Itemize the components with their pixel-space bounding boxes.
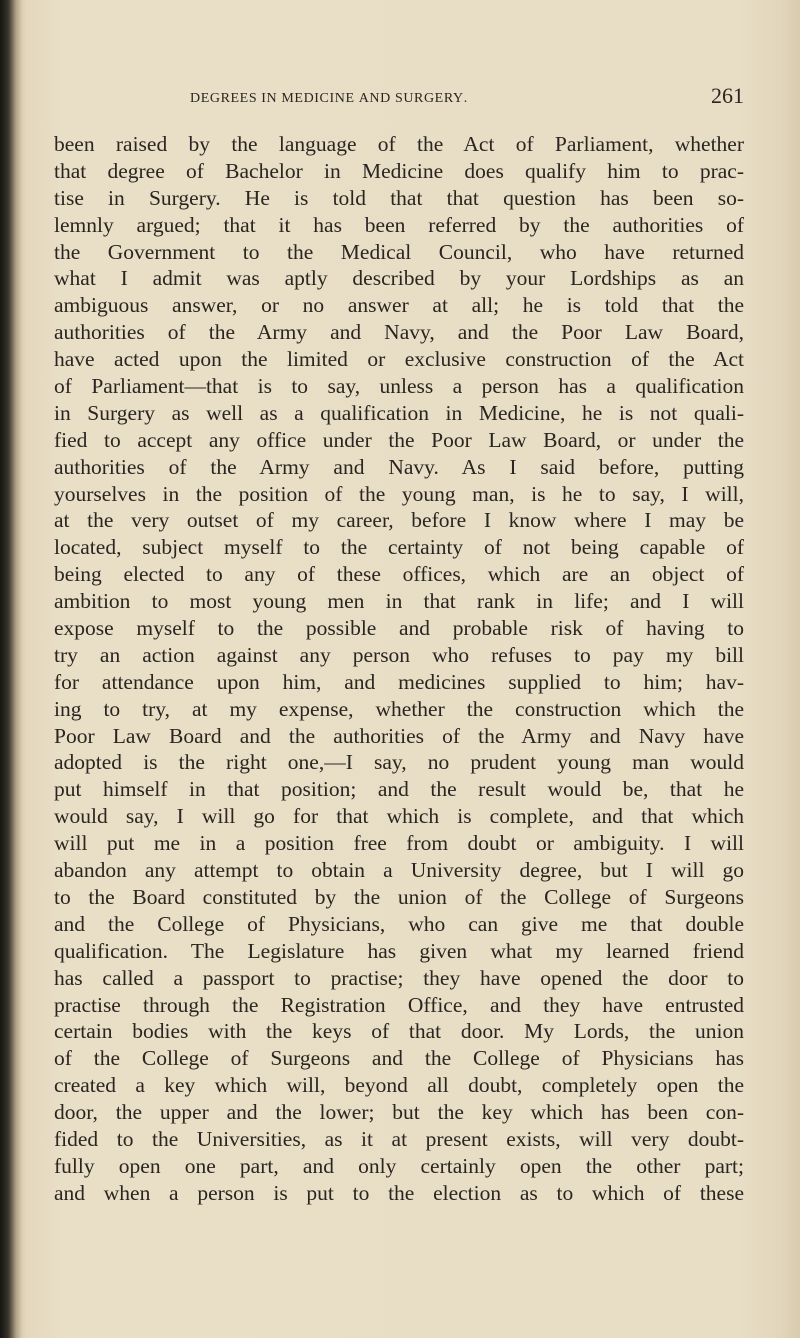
text-line: have acted upon the limited or exclusive construction of the Act [54, 347, 744, 372]
binding-shadow [0, 0, 22, 1338]
page-number: 261 [711, 83, 744, 108]
text-line: adopted is the right one,—I say, no prudent young man would [54, 750, 744, 775]
text-line: and when a person is put to the election as to which of these [54, 1180, 744, 1205]
text-line: of Parliament—that is to say, unless a person has a qualification [54, 374, 744, 399]
text-line: fided to the Universities, as it at present exists, will very doubt- [54, 1126, 744, 1151]
text-line: fully open one part, and only certainly open the other part; [54, 1153, 744, 1178]
text-line: what I admit was aptly described by your Lordships as an [54, 266, 744, 291]
text-line: fied to accept any office under the Poor Law Board, or under the [54, 427, 744, 452]
text-line: at the very outset of my career, before I know where I may be [54, 508, 744, 533]
running-head-title: degrees in medicine and surgery. [190, 85, 468, 107]
running-head [54, 83, 744, 111]
text-line: for attendance upon him, and medicines supplied to him; hav- [54, 669, 744, 694]
text-line: ing to try, at my expense, whether the construction which the [54, 696, 744, 721]
text-line: qualification. The Legislature has given what my learned friend [54, 938, 744, 963]
text-line: door, the upper and the lower; but the key which has been con- [54, 1100, 744, 1125]
text-line: lemnly argued; that it has been referred by the authorities of [54, 212, 744, 237]
text-line: authorities of the Army and Navy, and the Poor Law Board, [54, 320, 744, 345]
text-line: practise through the Registration Office, and they have entrusted [54, 992, 744, 1017]
text-line: authorities of the Army and Navy. As I said before, putting [54, 454, 744, 479]
text-line: being elected to any of these offices, which are an object of [54, 562, 744, 587]
body-text [54, 131, 744, 1207]
text-line: that degree of Bachelor in Medicine does qualify him to prac- [54, 158, 744, 183]
text-line: has called a passport to practise; they have opened the door to [54, 965, 744, 990]
text-line: been raised by the language of the Act of Parliament, whether [54, 132, 744, 156]
text-line: abandon any attempt to obtain a University degree, but I will go [54, 858, 744, 883]
text-line: created a key which will, beyond all doubt, completely open the [54, 1073, 744, 1098]
text-line: in Surgery as well as a qualification in Medicine, he is not quali- [54, 400, 744, 425]
text-line: put himself in that position; and the result would be, that he [54, 777, 744, 802]
text-line: of the College of Surgeons and the College of Physicians has [54, 1046, 744, 1071]
text-line: the Government to the Medical Council, who have returned [54, 239, 744, 264]
text-line: try an action against any person who refuses to pay my bill [54, 642, 744, 667]
text-line: ambiguous answer, or no answer at all; he is told that the [54, 293, 744, 318]
text-line: would say, I will go for that which is complete, and that which [54, 804, 744, 829]
text-line: and the College of Physicians, who can give me that double [54, 911, 744, 936]
text-line: Poor Law Board and the authorities of the Army and Navy have [54, 723, 744, 748]
text-line: will put me in a position free from doubt or ambiguity. I will [54, 831, 744, 856]
text-line: tise in Surgery. He is told that that question has been so- [54, 185, 744, 210]
text-line: yourselves in the position of the young man, is he to say, I will, [54, 481, 744, 506]
text-line: expose myself to the possible and probable risk of having to [54, 616, 744, 641]
text-line: to the Board constituted by the union of the College of Surgeons [54, 884, 744, 909]
text-line: certain bodies with the keys of that door. My Lords, the union [54, 1019, 744, 1044]
text-line: ambition to most young men in that rank in life; and I will [54, 589, 744, 614]
text-line: located, subject myself to the certainty of not being capable of [54, 535, 744, 560]
